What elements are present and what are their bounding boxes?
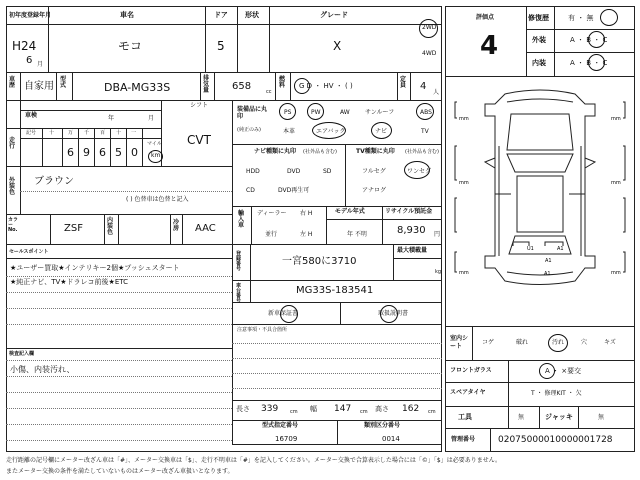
plate-label: 登録番号 <box>236 251 242 272</box>
capacity-label: 定員 <box>400 76 407 89</box>
seat-option-1: 破れ <box>516 339 529 346</box>
first-reg-era: H24 <box>12 39 37 53</box>
repair-circle <box>600 9 618 26</box>
tv-fullseg: フルセグ <box>362 168 386 175</box>
shaken-month-label: 月 <box>148 115 155 122</box>
spare-tire-label: スペアタイヤ <box>450 389 486 396</box>
seat-option-3: 穴 <box>581 339 588 346</box>
import-label: 輸入車 <box>238 210 245 229</box>
fuel-label: 燃料 <box>279 76 286 89</box>
grade-value: X <box>333 39 342 53</box>
tools-label: 工具 <box>458 413 472 421</box>
mm-label-left-mid: mm <box>459 180 469 186</box>
tv-title: TV種類に丸印 <box>356 148 395 155</box>
type-designation-value: 16709 <box>275 435 298 443</box>
tv-oneseg: ワンセグ <box>407 168 432 175</box>
import-left: 左 H <box>300 231 313 238</box>
footer-line1: 走行距離の記号欄にメーター改ざん車は「#」、メーター交換車は「$」、走行不明車は「#」を記入してください。メーター交換で合算表示した場合には「©」「$」は必要ありません。 <box>6 457 502 464</box>
mileage-label: 走行 <box>9 137 16 150</box>
exterior-grade-label: 外装 <box>532 36 546 44</box>
shaken-year-label: 年 <box>108 115 115 122</box>
drive-2wd: 2WD <box>422 24 437 31</box>
management-number-label: 管理番号 <box>451 436 476 443</box>
exterior-color-label: 外装色 <box>9 177 16 196</box>
width-label: 幅 <box>310 405 317 413</box>
first-reg-label: 初年度登録年月 <box>9 12 52 19</box>
navi-sub: (社外品も含む) <box>303 149 337 155</box>
navi-hdd: HDD <box>246 168 260 175</box>
max-load-label: 最大積載量 <box>397 247 428 254</box>
airbag-circle <box>312 122 346 139</box>
capacity-unit: 人 <box>433 89 440 96</box>
ps-circle <box>279 103 296 120</box>
mile-label: マイル <box>147 141 162 147</box>
equipment-item-エアバック: エアバック <box>316 128 346 135</box>
exterior-grade-options: A ・ B ・ C <box>570 36 608 44</box>
navi-title: ナビ種類に丸印 <box>254 148 297 155</box>
ac-value: AAC <box>195 223 216 234</box>
model-name-label: 車名 <box>120 11 134 19</box>
height-unit: cm <box>428 409 436 415</box>
navi-circle <box>371 122 392 139</box>
displacement-label: 排気量 <box>203 75 210 94</box>
odometer-digit-1: 9 <box>83 146 90 159</box>
length-value: 339 <box>261 404 279 414</box>
interior-grade-circle <box>588 54 605 71</box>
repair-options: 有 ・ 無 <box>568 14 594 22</box>
equipment-item-TV: TV <box>421 128 429 135</box>
chassis-value: MG33S-183541 <box>296 285 374 296</box>
front-glass-label: フロントガラス <box>450 367 492 374</box>
front-glass-circle <box>539 363 555 379</box>
mm-label-right-top: mm <box>611 116 621 122</box>
km-label: km <box>151 152 161 159</box>
width-unit: cm <box>360 409 368 415</box>
score-value: 4 <box>480 31 499 61</box>
abs-circle <box>416 103 434 120</box>
interior-grade-options: A ・ B ・ C <box>570 59 608 67</box>
navi-dvd: DVD <box>287 168 301 175</box>
jack-value: 無 <box>598 414 605 421</box>
mm-label-left-bottom: mm <box>459 270 469 276</box>
width-value: 147 <box>334 404 352 414</box>
odometer-header-6: 一 <box>131 130 137 136</box>
sales-point-line1: ★ユーザー買取★インテリキー2個★プッシュスタート <box>10 264 180 272</box>
damage-u1: U1 <box>527 246 534 252</box>
import-right: 右 H <box>300 210 313 217</box>
month-unit: 月 <box>37 61 44 68</box>
length-unit: cm <box>290 409 298 415</box>
odometer-header-0: 記号 <box>26 130 37 136</box>
import-parallel: 並行 <box>265 231 278 238</box>
seat-label: 室内シート <box>450 335 469 350</box>
damage-a1-rear-bumper: A1 <box>544 271 551 277</box>
equipment-sub: (純正のみ) <box>237 127 261 133</box>
equipment-item-サンルーフ: サンルーフ <box>365 109 395 116</box>
equipment-item-ABS: ABS <box>420 109 432 116</box>
sales-point-line2: ★純正ナビ、TV★ドラレコ前後★ETC <box>10 278 128 286</box>
plate-value: 一宮580に3710 <box>282 256 357 267</box>
category-number-value: 0014 <box>382 435 400 443</box>
category-value: 自家用 <box>24 81 54 92</box>
fuel-options: G D ・ HV ・ ( ) <box>299 82 353 90</box>
doors-label: ドア <box>214 11 228 19</box>
yen-unit: 円 <box>434 231 441 238</box>
tv-sub: (社外品も含む) <box>405 149 439 155</box>
shift-label: シフト <box>190 102 209 109</box>
navi-sd: SD <box>323 168 332 175</box>
sales-point-label: セールスポイント <box>9 249 49 255</box>
odometer-header-4: 百 <box>100 130 106 136</box>
model-name: モコ <box>118 39 143 53</box>
interior-grade-label: 内装 <box>532 59 546 67</box>
length-label: 長さ <box>236 405 250 413</box>
height-value: 162 <box>402 404 420 414</box>
recycle-label: リサイクル預託金 <box>385 208 433 215</box>
type-designation-label: 型式指定番号 <box>262 422 299 429</box>
inspector-line1: 小傷、内装汚れ、 <box>10 365 75 374</box>
seat-option-2: 汚れ <box>552 339 565 346</box>
navi-cd: CD <box>246 187 255 194</box>
odometer-digit-4: 0 <box>131 146 138 159</box>
repair-label: 修復歴 <box>528 14 549 22</box>
chassis-label: 車台番号 <box>236 283 242 304</box>
management-number-value: 02075000010000001728 <box>498 435 613 445</box>
capacity-value: 4 <box>420 81 427 92</box>
grade-label: グレード <box>320 11 348 19</box>
equipment-item-ナビ: ナビ <box>375 128 388 135</box>
category-number-label: 類別区分番号 <box>364 422 401 429</box>
mm-label-left-top: mm <box>459 116 469 122</box>
interior-color-label: 内装色 <box>107 217 114 236</box>
model-code-value: DBA-MG33S <box>104 81 171 94</box>
recycle-value: 8,930 <box>397 225 426 236</box>
jack-label: ジャッキ <box>545 413 573 421</box>
seat-stain-circle <box>548 334 568 352</box>
drive-4wd: 4WD <box>422 50 437 57</box>
score-label: 評価点 <box>476 14 495 21</box>
displacement-value: 658 <box>232 81 252 92</box>
mm-label-right-bottom: mm <box>611 270 621 276</box>
model-year-label: モデル年式 <box>335 208 365 215</box>
pw-circle <box>307 103 324 120</box>
mm-label-right-mid: mm <box>611 180 621 186</box>
equipment-item-PW: PW <box>311 109 321 116</box>
cc-unit: cc <box>266 89 272 95</box>
new-car-warranty: 新車保証書 <box>268 310 299 317</box>
color-no-label: カラーNo. <box>8 217 19 233</box>
odometer-header-1: 十 <box>49 130 55 136</box>
odometer-digit-0: 6 <box>67 146 74 159</box>
inspector-label: 検査記入欄 <box>9 351 35 357</box>
damage-a1-bumper: A1 <box>545 258 552 264</box>
import-dealer: ディーラー <box>257 210 287 217</box>
exterior-grade-circle <box>588 31 605 48</box>
body-type-label: 形状 <box>245 11 259 19</box>
front-glass-options: A ・ ×要交 <box>545 367 582 375</box>
height-label: 高さ <box>375 405 389 413</box>
owner-manual: 取扱説明書 <box>378 310 409 317</box>
odometer-digit-2: 6 <box>99 146 106 159</box>
seat-option-0: コゲ <box>482 339 495 346</box>
color-change-note: ( ) 色替車は色替と記入 <box>126 196 189 203</box>
equipment-item-PS: PS <box>284 109 292 116</box>
category-label: 車歴 <box>9 76 16 89</box>
seat-option-4: キズ <box>604 339 616 346</box>
color-no-value: ZSF <box>64 223 83 234</box>
car-damage-diagram <box>445 76 635 326</box>
kg-unit: kg <box>435 269 442 275</box>
exterior-color-value: ブラウン <box>34 176 74 187</box>
spare-tire-options: T ・ 修理KIT ・ 欠 <box>531 390 582 397</box>
odometer-header-3: 千 <box>84 130 90 136</box>
equipment-item-本革: 本革 <box>283 128 296 135</box>
doors-value: 5 <box>217 39 225 53</box>
shift-value: CVT <box>187 133 211 147</box>
odometer-digit-3: 5 <box>115 146 122 159</box>
footer-line2: またメーター交換の条件を満たしていないものはメーター改ざん車扱いとなります。 <box>6 468 234 475</box>
first-reg-month: 6 <box>26 55 33 66</box>
ac-label: 冷房 <box>173 219 180 232</box>
model-year-value: 年 不明 <box>347 231 367 238</box>
tv-analog: アナログ <box>362 187 387 194</box>
model-code-label: 型式 <box>60 76 67 89</box>
equipment-item-AW: AW <box>340 109 350 116</box>
shaken-label: 車検 <box>25 112 38 119</box>
odometer-header-5: 十 <box>116 130 122 136</box>
tools-value: 無 <box>518 414 525 421</box>
notes-label: 注意事項・不具合箇所 <box>237 327 288 333</box>
navi-dvd-play: DVD再生可 <box>278 187 310 194</box>
equipment-title: 装備品に丸印 <box>237 106 268 121</box>
odometer-header-2: 万 <box>68 130 74 136</box>
damage-a1-rear: A1 <box>557 246 564 252</box>
